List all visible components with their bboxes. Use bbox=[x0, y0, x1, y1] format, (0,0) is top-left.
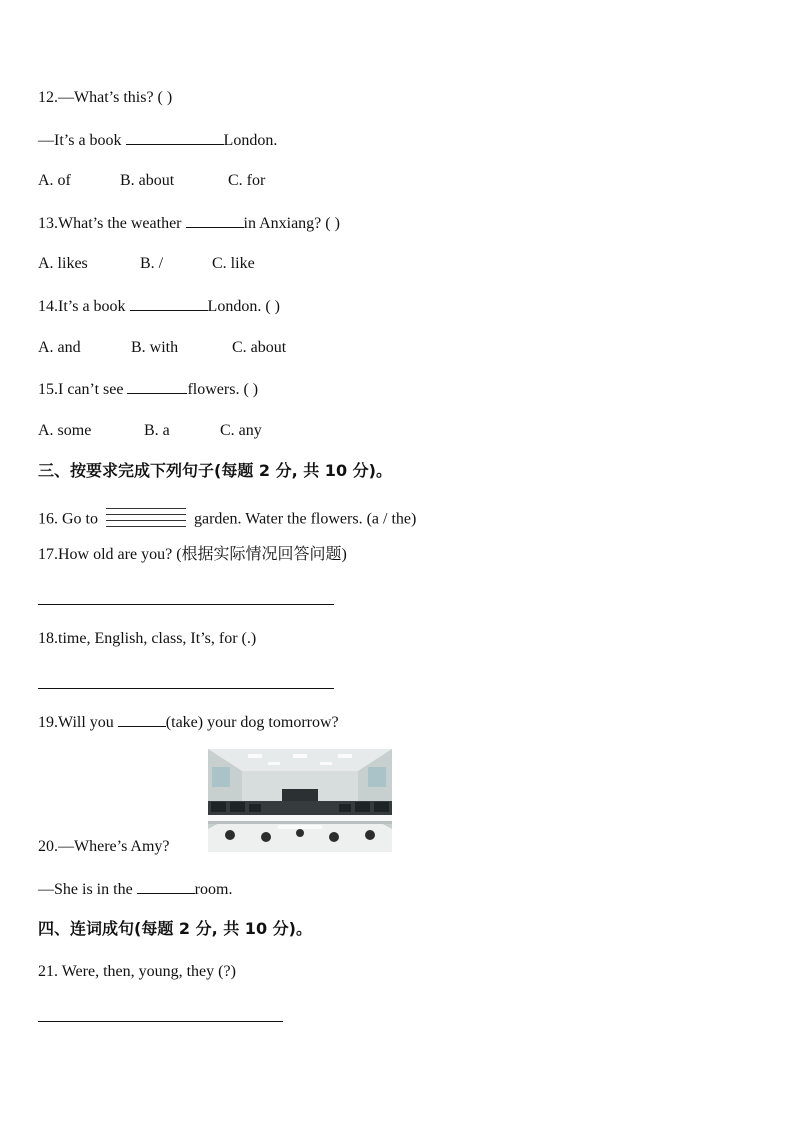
question-12-text-pre: —It’s a book bbox=[38, 132, 126, 149]
question-20-text-pre: —She is in the bbox=[38, 881, 137, 898]
section-4-heading: 四、连词成句(每题 2 分, 共 10 分)。 bbox=[38, 919, 312, 938]
question-21-answer-line[interactable] bbox=[38, 1021, 283, 1022]
question-13-text-pre: 13.What’s the weather bbox=[38, 215, 186, 232]
question-12-answer-line bbox=[38, 130, 277, 151]
question-13-prompt bbox=[38, 213, 340, 234]
question-18-answer-line[interactable] bbox=[38, 688, 334, 689]
question-12-blank[interactable] bbox=[126, 130, 224, 145]
question-19-prompt bbox=[38, 712, 339, 733]
option-a[interactable]: A. and bbox=[38, 339, 81, 356]
question-20-prompt: 20.—Where’s Amy? bbox=[38, 838, 170, 855]
question-15-text-pre: 15.I can’t see bbox=[38, 381, 128, 398]
option-a[interactable]: A. of bbox=[38, 172, 71, 189]
question-15-blank[interactable] bbox=[127, 379, 187, 394]
option-b[interactable]: B. a bbox=[144, 422, 170, 439]
question-16-text-pre: 16. Go to bbox=[38, 510, 98, 528]
question-20-blank[interactable] bbox=[137, 879, 195, 894]
question-12-prompt bbox=[38, 88, 172, 108]
question-12-text: 12.—What’s this? ( ) bbox=[38, 89, 173, 106]
question-15-text-post: flowers. ( ) bbox=[187, 381, 259, 398]
option-b[interactable]: B. about bbox=[120, 172, 175, 189]
question-16-text-post: garden. Water the flowers. (a / the) bbox=[194, 510, 417, 528]
question-15-prompt bbox=[38, 379, 258, 400]
computer-room-photo bbox=[208, 749, 392, 852]
question-20-answer-line bbox=[38, 879, 232, 900]
option-b[interactable]: B. / bbox=[140, 255, 164, 272]
question-15-options bbox=[38, 421, 262, 441]
question-18-prompt: 18.time, English, class, It’s, for (.) bbox=[38, 630, 257, 647]
question-12-text-post: London. bbox=[223, 132, 278, 149]
question-21-prompt: 21. Were, then, young, they (?) bbox=[38, 963, 236, 980]
option-c[interactable]: C. any bbox=[220, 422, 262, 439]
question-19-text-pre: 19.Will you bbox=[38, 714, 118, 731]
option-a[interactable]: A. likes bbox=[38, 255, 88, 272]
question-19-text-post: (take) your dog tomorrow? bbox=[165, 714, 339, 731]
question-14-text-pre: 14.It’s a book bbox=[38, 298, 130, 315]
question-16-prompt bbox=[38, 508, 416, 532]
section-3-heading: 三、按要求完成下列句子(每题 2 分, 共 10 分)。 bbox=[38, 461, 392, 480]
question-16-blank[interactable] bbox=[106, 508, 186, 532]
option-b[interactable]: B. with bbox=[131, 339, 179, 356]
option-c[interactable]: C. about bbox=[232, 339, 287, 356]
question-14-text-post: London. ( ) bbox=[207, 298, 280, 315]
option-c[interactable]: C. like bbox=[212, 255, 255, 272]
question-14-prompt bbox=[38, 296, 280, 317]
option-a[interactable]: A. some bbox=[38, 422, 92, 439]
question-13-text-post: in Anxiang? ( ) bbox=[243, 215, 340, 232]
question-12-options bbox=[38, 171, 265, 191]
question-13-blank[interactable] bbox=[186, 213, 244, 228]
question-13-options bbox=[38, 254, 255, 274]
question-17-prompt: 17.How old are you? (根据实际情况回答问题) bbox=[38, 546, 347, 563]
question-19-blank[interactable] bbox=[118, 712, 166, 727]
option-c[interactable]: C. for bbox=[228, 172, 266, 189]
question-17-answer-line[interactable] bbox=[38, 604, 334, 605]
question-14-options bbox=[38, 338, 286, 358]
question-14-blank[interactable] bbox=[130, 296, 208, 311]
question-20-text-post: room. bbox=[194, 881, 233, 898]
